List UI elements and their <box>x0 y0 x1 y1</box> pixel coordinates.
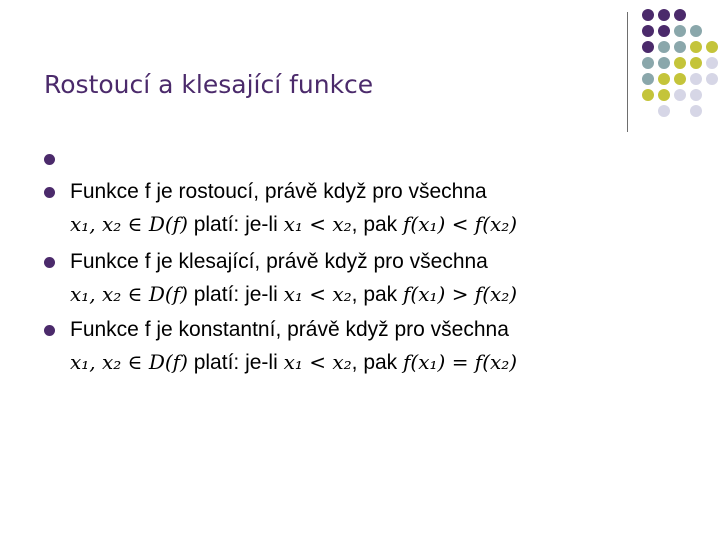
math-result-expression: f(x₁) < f(x₂) <box>403 212 518 236</box>
bullet-dot-icon <box>44 154 55 165</box>
decorative-vertical-line <box>627 12 628 132</box>
formula-text: , pak <box>351 351 404 374</box>
decor-dot <box>658 25 670 37</box>
definition-formula-line <box>70 350 517 375</box>
decor-dot <box>642 9 654 21</box>
decor-dot <box>706 73 718 85</box>
decor-dot <box>658 9 670 21</box>
slide-title: Rostoucí a klesající funkce <box>44 70 374 99</box>
decor-dot <box>690 41 702 53</box>
decor-dot <box>642 25 654 37</box>
formula-text: , pak <box>351 283 404 306</box>
bullet-dot-icon <box>44 257 55 268</box>
math-condition-expression: x₁ < x₂ <box>283 282 352 306</box>
decor-dot <box>642 89 654 101</box>
math-condition-expression: x₁ < x₂ <box>283 350 352 374</box>
decor-dot <box>706 41 718 53</box>
formula-text: platí: je-li <box>187 213 284 236</box>
formula-text: platí: je-li <box>187 283 284 306</box>
decor-dot <box>642 41 654 53</box>
decor-dot <box>674 41 686 53</box>
formula-text: platí: je-li <box>187 351 284 374</box>
definition-formula-line <box>70 212 517 237</box>
decor-dot <box>690 105 702 117</box>
decor-dot <box>674 89 686 101</box>
definition-text: Funkce f je rostoucí, právě když pro všechna <box>70 180 487 203</box>
decor-dot <box>706 57 718 69</box>
decorative-dot-grid <box>642 9 718 121</box>
math-set-expression: x₁, x₂ ∈ D(f) <box>70 282 188 306</box>
decor-dot <box>690 25 702 37</box>
definition-text: Funkce f je klesající, právě když pro všechna <box>70 250 488 273</box>
decor-dot <box>658 105 670 117</box>
decor-dot <box>658 57 670 69</box>
decor-dot <box>658 89 670 101</box>
math-result-expression: f(x₁) = f(x₂) <box>403 350 518 374</box>
bullet-dot-icon <box>44 325 55 336</box>
definition-formula-line <box>70 282 517 307</box>
math-set-expression: x₁, x₂ ∈ D(f) <box>70 212 188 236</box>
math-set-expression: x₁, x₂ ∈ D(f) <box>70 350 188 374</box>
decor-dot <box>690 57 702 69</box>
bullet-dot-icon <box>44 187 55 198</box>
math-condition-expression: x₁ < x₂ <box>283 212 352 236</box>
formula-text: , pak <box>351 213 404 236</box>
decor-dot <box>642 57 654 69</box>
math-result-expression: f(x₁) > f(x₂) <box>403 282 518 306</box>
decor-dot <box>690 89 702 101</box>
decor-dot <box>674 57 686 69</box>
decor-dot <box>690 73 702 85</box>
decor-dot <box>674 73 686 85</box>
decor-dot <box>674 9 686 21</box>
decor-dot <box>658 73 670 85</box>
decor-dot <box>674 25 686 37</box>
definition-text: Funkce f je konstantní, právě když pro všechna <box>70 318 509 341</box>
decor-dot <box>642 73 654 85</box>
decor-dot <box>658 41 670 53</box>
